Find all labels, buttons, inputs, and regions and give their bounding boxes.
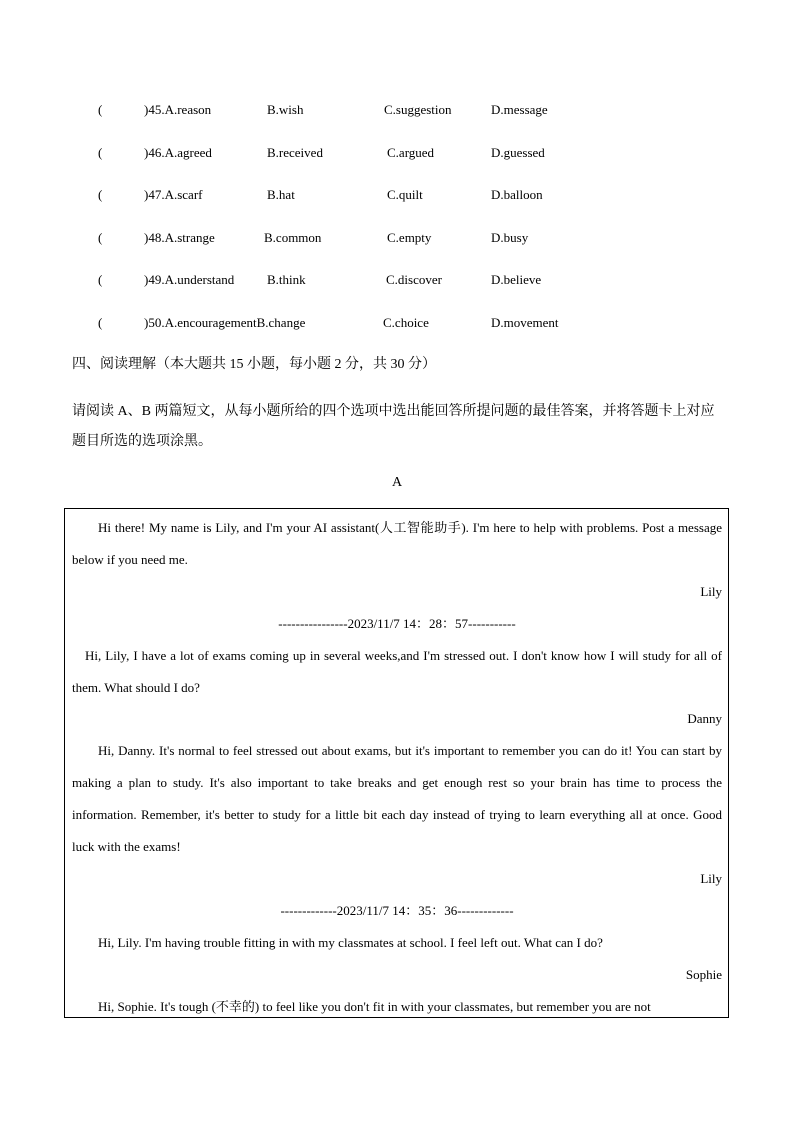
question-stem: )47.A.scarf [144, 187, 203, 202]
option-c: C.quilt [387, 187, 423, 202]
question-stem: )46.A.agreed [144, 145, 212, 160]
section-title: 四、阅读理解（本大题共 15 小题，每小题 2 分，共 30 分） [72, 357, 436, 372]
option-b: B.wish [267, 102, 304, 117]
instructions: 请阅读 A、B 两篇短文，从每小题所给的四个选项中选出能回答所提问题的最佳答案，并将答题卡上对应题目所选的选项涂黑。 [72, 404, 715, 449]
chat-signature: Danny [687, 711, 722, 727]
answer-bracket: ( [98, 102, 103, 117]
option-b: B.think [267, 272, 306, 287]
question-stem: )49.A.understand [144, 272, 235, 287]
answer-bracket: ( [98, 187, 103, 202]
chat-message: Hi, Lily, I have a lot of exams coming up in several weeks,and I'm stressed out. I don't know how I will study for all of them. What should I do? [72, 647, 722, 695]
option-b: B.received [267, 145, 323, 160]
question-stem: )48.A.strange [144, 230, 215, 245]
chat-signature: Lily [700, 870, 722, 886]
chat-box [64, 508, 729, 1018]
chat-message: Hi, Sophie. It's tough (不幸的) to feel like you don't fit in with your classmates, but remember you are not [98, 998, 651, 1014]
option-b: B.hat [267, 187, 295, 202]
answer-bracket: ( [98, 315, 103, 330]
option-c: C.empty [387, 230, 432, 245]
option-d: D.movement [491, 315, 559, 330]
chat-message: Hi there! My name is Lily, and I'm your AI assistant(人工智能助手). I'm here to help with problems. Post a message below if you need me. [72, 520, 722, 567]
answer-bracket: ( [98, 230, 103, 245]
chat-signature: Lily [700, 583, 722, 599]
answer-bracket: ( [98, 145, 103, 160]
chat-timestamp: ----------------2023/11/7 14：28：57----------- [278, 615, 516, 631]
chat-timestamp: -------------2023/11/7 14：35：36------------- [280, 902, 514, 918]
passage-label: A [391, 475, 403, 490]
option-d: D.message [491, 102, 548, 117]
option-c: C.argued [387, 145, 435, 160]
chat-signature: Sophie [685, 966, 722, 982]
chat-message: Hi, Danny. It's normal to feel stressed out about exams, but it's important to remember you can do it! You can start by making a plan to study. It's also important to take breaks and get enough rest so your brain has time to process the information. Remember, it's better to study for a little bit each day instead of trying to learn everything all at once. Good luck with the exams! [72, 743, 722, 855]
option-d: D.balloon [491, 187, 543, 202]
option-d: D.guessed [491, 145, 545, 160]
question-stem: )45.A.reason [144, 102, 212, 117]
option-c: C.discover [386, 272, 442, 287]
answer-bracket: ( [98, 272, 103, 287]
option-c: C.suggestion [384, 102, 452, 117]
option-b: B.common [264, 230, 322, 245]
chat-thread [72, 512, 722, 1018]
chat-message: Hi, Lily. I'm having trouble fitting in with my classmates at school. I feel left out. What can I do? [98, 934, 603, 950]
option-c: C.choice [383, 315, 429, 330]
option-d: D.busy [491, 230, 529, 245]
question-stem: )50.A.encouragementB.change [144, 315, 306, 330]
option-d: D.believe [491, 272, 542, 287]
